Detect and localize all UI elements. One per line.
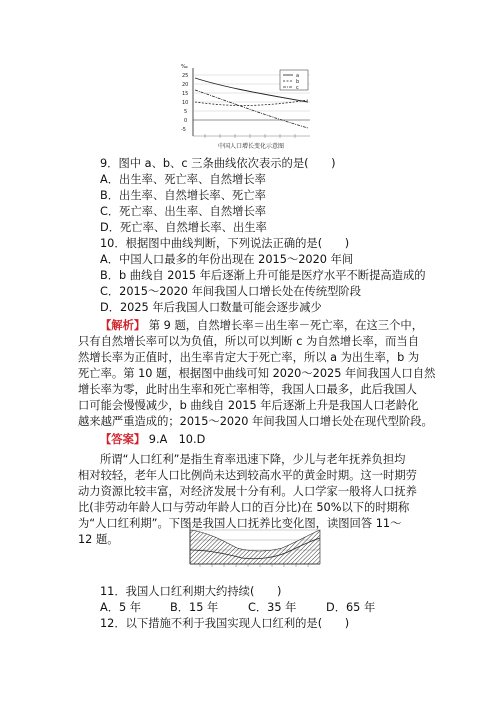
answer-text: 9.A 10.D xyxy=(148,433,206,446)
q11-option-d: D．65 年 xyxy=(326,601,376,614)
legend-a: a xyxy=(296,73,300,79)
analysis-line-2: 只有自然增长率可以为负值，所以可以判断 c 为自然增长率，而当自 xyxy=(78,335,420,348)
q10-option-d: D．2025 年后我国人口数量可能会逐步减少 xyxy=(100,301,322,314)
analysis-line-1 xyxy=(100,318,423,333)
analysis-line-3: 然增长率为正值时，出生率肯定大于死亡率，所以 a 为出生率，b 为 xyxy=(78,351,420,364)
y-tick-label: 15 xyxy=(182,91,189,97)
y-tick-label: 10 xyxy=(182,100,189,106)
q11-option-c: C．35 年 xyxy=(248,601,297,614)
q9-option-a: A．出生率、死亡率、自然增长率 xyxy=(100,173,266,186)
analysis-line-5: 增长率为零，此时出生率和死亡率相等，我国人口最多，此后我国人 xyxy=(78,383,417,396)
q11-option-b: B．15 年 xyxy=(170,601,219,614)
curve-c xyxy=(195,90,308,128)
analysis-label: 【解析】 xyxy=(100,319,146,332)
y-tick-label: 20 xyxy=(182,82,189,88)
analysis-text: 第 9 题，自然增长率＝出生率－死亡率，在这三个中， xyxy=(148,319,423,332)
y-tick-label: 5 xyxy=(184,109,188,115)
curve-b xyxy=(195,100,308,106)
y-tick-label: 25 xyxy=(182,73,189,79)
q10-option-b: B．b 曲线自 2015 年后逐渐上升可能是医疗水平不断提高造成的 xyxy=(100,269,426,282)
analysis-line-7: 越来越严重造成的；2015～2020 年间我国人口增长处在现代型阶段。 xyxy=(78,415,433,428)
dependency-ratio-figure xyxy=(182,520,322,578)
y-unit-label: ‰ xyxy=(181,64,188,70)
legend-c: c xyxy=(296,85,299,91)
q10-stem: 10．根据图中曲线判断，下列说法正确的是( ) xyxy=(100,237,350,250)
population-growth-chart xyxy=(180,62,322,150)
q10-option-a: A．中国人口最多的年份出现在 2015～2020 年间 xyxy=(100,253,354,266)
legend-b: b xyxy=(296,79,300,85)
y-tick-label: 0 xyxy=(184,118,188,124)
q9-option-d: D．死亡率、自然增长率、出生率 xyxy=(100,221,267,234)
q9-option-c: C．死亡率、出生率、自然增长率 xyxy=(100,205,267,218)
x-axis-ticks xyxy=(200,564,308,567)
intro-line-1: 所谓“人口红利”是指生育率迅速下降，少儿与老年抚养负担均 xyxy=(100,453,406,466)
intro-line-5: 为“人口红利期”。下图是我国人口抚养比变化图，读图回答 11～ xyxy=(78,517,402,530)
figure-caption: 中国人口增长变化示意图 xyxy=(217,143,285,150)
intro-line-6: 12 题。 xyxy=(78,533,119,546)
y-tick-label: -5 xyxy=(181,127,186,133)
intro-line-3: 动力资源比较丰富，对经济发展十分有利。人口学家一般将人口抚养 xyxy=(78,485,417,498)
intro-line-2: 相对较轻，老年人口比例尚未达到较高水平的黄金时期。这一时期劳 xyxy=(78,469,417,482)
intro-line-4: 比(非劳动年龄人口与劳动年龄人口的百分比)在 50%以下的时期称 xyxy=(78,501,410,514)
q9-option-b: B．出生率、自然增长率、死亡率 xyxy=(100,189,266,202)
analysis-line-6: 口可能会慢慢减少，b 曲线自 2015 年后逐渐上升是我国人口老龄化 xyxy=(78,399,419,412)
q9-stem: 9．图中 a、b、c 三条曲线依次表示的是( ) xyxy=(100,157,336,170)
q11-stem: 11．我国人口红利期大约持续( ) xyxy=(100,585,282,598)
q12-stem: 12．以下措施不利于我国实现人口红利的是( ) xyxy=(100,617,350,630)
answer-line xyxy=(100,432,205,447)
dependency-ratio-chart xyxy=(182,520,322,578)
q11-option-a: A．5 年 xyxy=(100,601,142,614)
answer-label: 【答案】 xyxy=(100,433,146,446)
q10-option-c: C．2015～2020 年间我国人口增长处在传统型阶段 xyxy=(100,285,362,298)
analysis-line-4: 死亡率。第 10 题，根据图中曲线可知 2020～2025 年间我国人口自然 xyxy=(78,367,436,380)
x-axis-ticks xyxy=(193,134,310,138)
population-growth-figure xyxy=(180,62,322,150)
